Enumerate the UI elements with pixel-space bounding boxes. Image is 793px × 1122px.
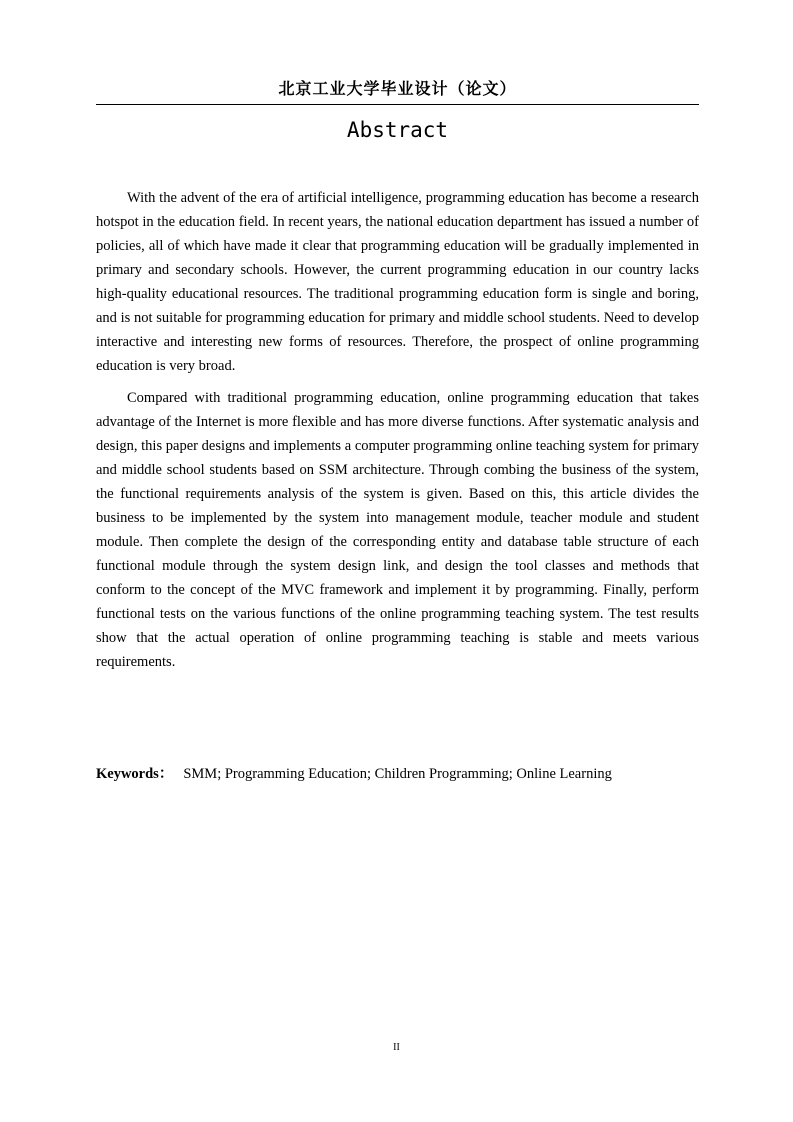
abstract-body <box>96 186 699 682</box>
document-header-title: 北京工业大学毕业设计（论文） <box>278 79 517 98</box>
page-number: II <box>393 1042 400 1053</box>
keywords-label: Keywords： <box>96 766 174 782</box>
keywords-line <box>96 762 699 786</box>
keywords-value: SMM; Programming Education; Children Programming; Online Learning <box>183 766 612 782</box>
abstract-paragraph: Compared with traditional programming education, online programming education that takes advantage of the Internet is more flexible and has more diverse functions. After systematic analysis and design, this paper designs and implements a computer programming online teaching system for primary and middle school students based on SSM architecture. Through combing the business of the system, the functional requirements analysis of the system is given. Based on this, this article divides the business to be implemented by the system into management module, teacher module and student module. Then complete the design of the corresponding entity and database table structure of each functional module through the system design link, and design the tool classes and methods that conform to the concept of the MVC framework and implement it by programming. Finally, perform functional tests on the various functions of the online programming teaching system. The test results show that the actual operation of online programming teaching is stable and meets various requirements. <box>96 390 699 670</box>
header-divider <box>96 104 699 105</box>
abstract-paragraph: With the advent of the era of artificial intelligence, programming education has become a research hotspot in the education field. In recent years, the national education department has issued a number of policies, all of which have made it clear that programming education will be gradually implemented in primary and secondary schools. However, the current programming education in our country lacks high-quality educational resources. The traditional programming education form is single and boring, and is not suitable for programming education for primary and middle school students. Need to develop interactive and interesting new forms of resources. Therefore, the prospect of online programming education is very broad. <box>96 190 699 374</box>
abstract-heading: Abstract <box>346 118 449 142</box>
